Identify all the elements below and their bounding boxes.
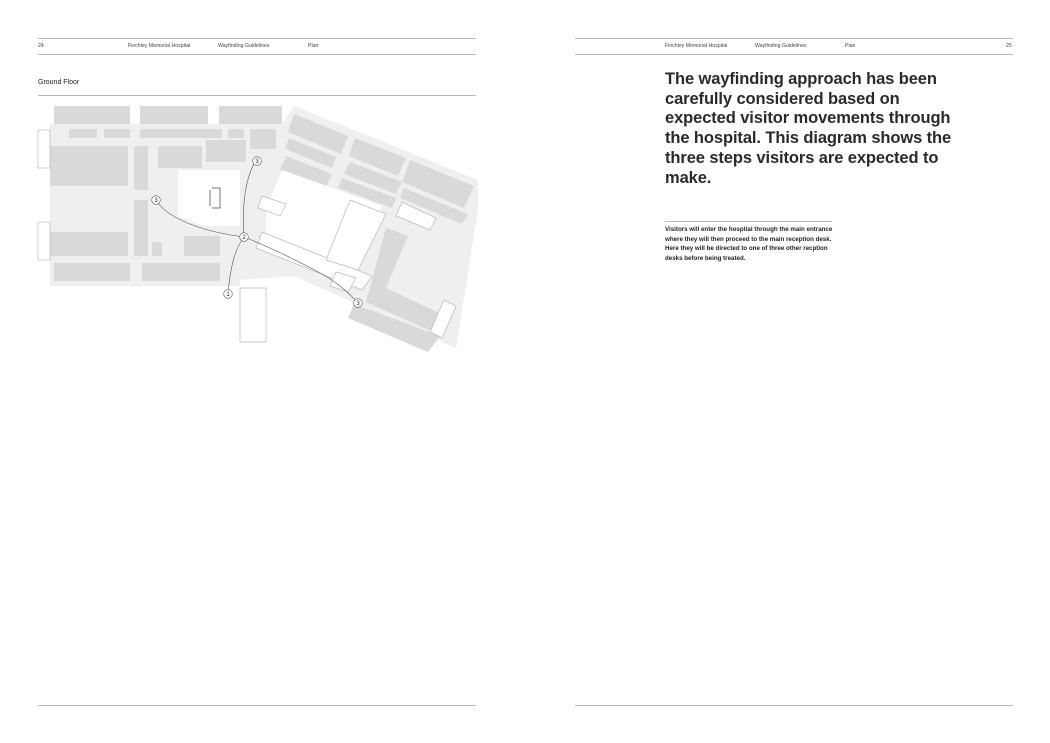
right-page-number: 25 bbox=[1006, 43, 1012, 49]
right-header-bottom-rule bbox=[575, 54, 1013, 55]
left-header-document: Wayfinding Guidelines bbox=[218, 43, 270, 49]
left-header-bottom-rule bbox=[38, 54, 476, 55]
map-marker bbox=[240, 233, 249, 242]
map-marker bbox=[152, 196, 161, 205]
map-marker bbox=[224, 290, 233, 299]
right-header-section: Plan bbox=[845, 43, 856, 49]
map-marker bbox=[253, 157, 262, 166]
left-footer-rule bbox=[38, 705, 476, 706]
body-text-rule bbox=[665, 221, 832, 222]
left-page-number: 24 bbox=[38, 43, 44, 49]
left-header-section: Plan bbox=[308, 43, 319, 49]
headline: The wayfinding approach has been carefully considered based on expected visitor movements through the hospital. This diagram shows the three steps visitors are expected to make. bbox=[665, 70, 952, 187]
right-header-hospital: Finchley Memorial Hospital bbox=[665, 43, 728, 49]
right-header-document: Wayfinding Guidelines bbox=[755, 43, 807, 49]
left-header-hospital: Finchley Memorial Hospital bbox=[128, 43, 191, 49]
body-text: Visitors will enter the hospital through the main entrance where they will then proceed to the main reception desk. Here they will be directed to one of three other recption desks before being treated. bbox=[665, 226, 833, 262]
right-footer-rule bbox=[575, 705, 1013, 706]
left-header-top-rule bbox=[38, 38, 476, 39]
section-title-rule bbox=[38, 95, 476, 96]
map-marker-label: 2 bbox=[242, 235, 246, 242]
section-title: Ground Floor bbox=[38, 79, 80, 86]
ground-floor-map bbox=[36, 100, 478, 358]
map-marker bbox=[354, 299, 363, 308]
map-marker-label: 1 bbox=[226, 292, 230, 299]
map-marker-label: 3 bbox=[154, 198, 158, 205]
map-marker-label: 3 bbox=[255, 159, 259, 166]
map-marker-label: 3 bbox=[356, 301, 360, 308]
right-header-top-rule bbox=[575, 38, 1013, 39]
